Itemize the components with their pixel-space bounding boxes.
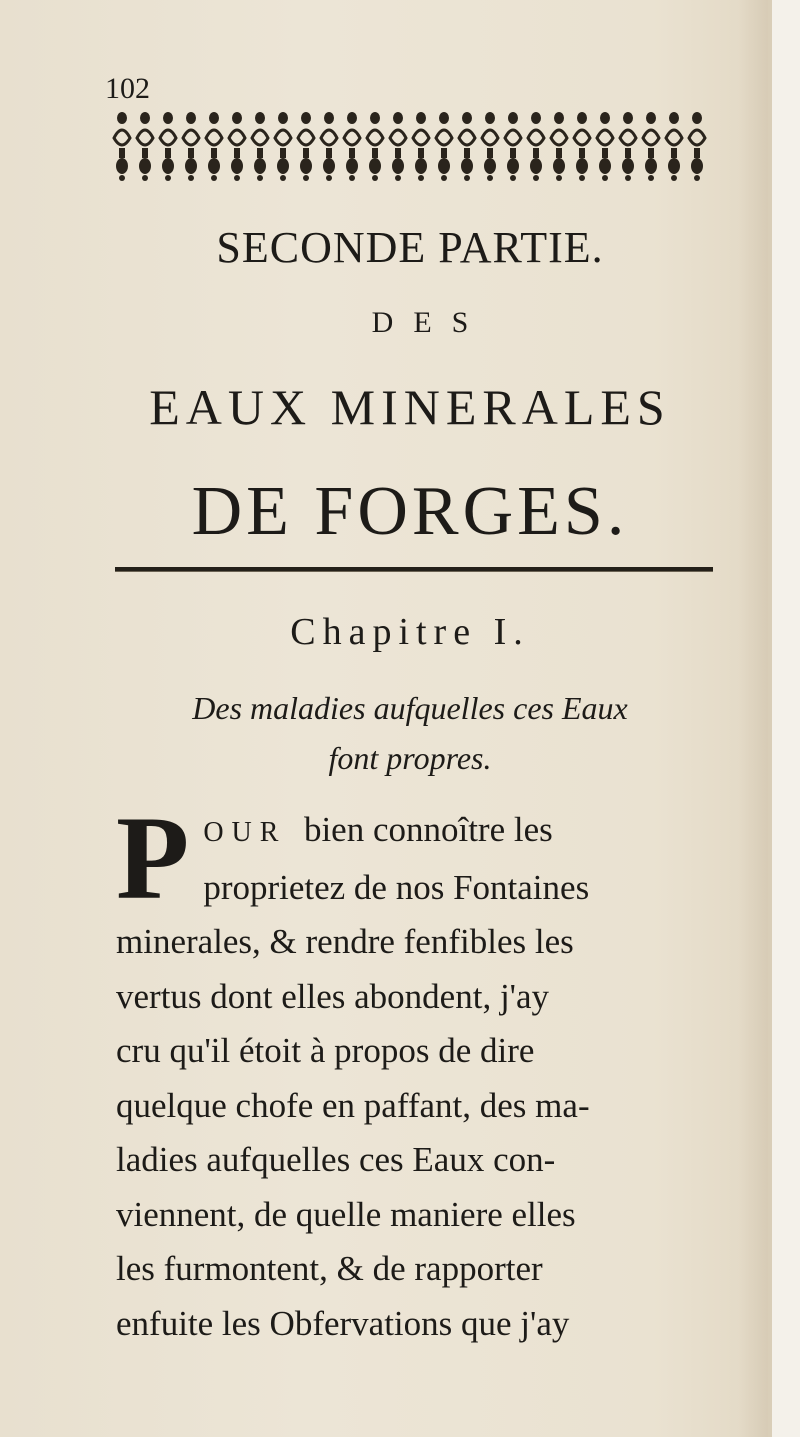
page-number: 102 [105, 72, 150, 105]
page-edge-shadow [738, 0, 768, 1437]
de-forges-heading: DE FORGES. [191, 473, 629, 550]
decorative-ornament-band [110, 108, 710, 184]
body-line-4: vertus dont elles abondent, j'ay [116, 976, 550, 1016]
chapter-subtitle-line-2: font propres. [328, 740, 492, 776]
des-heading: DES [371, 306, 489, 339]
body-line-5: cru qu'il étoit à propos de dire [116, 1031, 535, 1070]
body-line-6: quelque chofe en paffant, des ma- [116, 1085, 590, 1125]
eaux-minerales-heading: EAUX MINERALES [149, 379, 671, 435]
body-line-9: les furmontent, & de rapporter [116, 1249, 543, 1288]
body-line-1-text: bien connoître les [303, 810, 553, 849]
body-paragraph [116, 791, 728, 1351]
part-heading: SECONDE PARTIE. [216, 223, 604, 272]
chapter-subtitle-line-1: Des maladies aufquelles ces Eaux [192, 690, 628, 726]
drop-cap: P [116, 791, 190, 924]
ornament-row [114, 112, 705, 181]
body-line-3: minerales, & rendre fenfibles les [116, 922, 574, 961]
first-word-small-caps: OUR [203, 817, 287, 848]
body-line-2: proprietez de nos Fontaines [203, 867, 590, 907]
body-line-8: viennent, de quelle maniere elles [116, 1194, 576, 1234]
body-line-7: ladies aufquelles ces Eaux con- [116, 1140, 556, 1179]
chapter-heading: Chapitre I. [290, 611, 530, 653]
horizontal-rule [115, 567, 713, 572]
body-line-10: enfuite les Obfervations que j'ay [116, 1303, 570, 1343]
body-line-1 [116, 803, 728, 861]
